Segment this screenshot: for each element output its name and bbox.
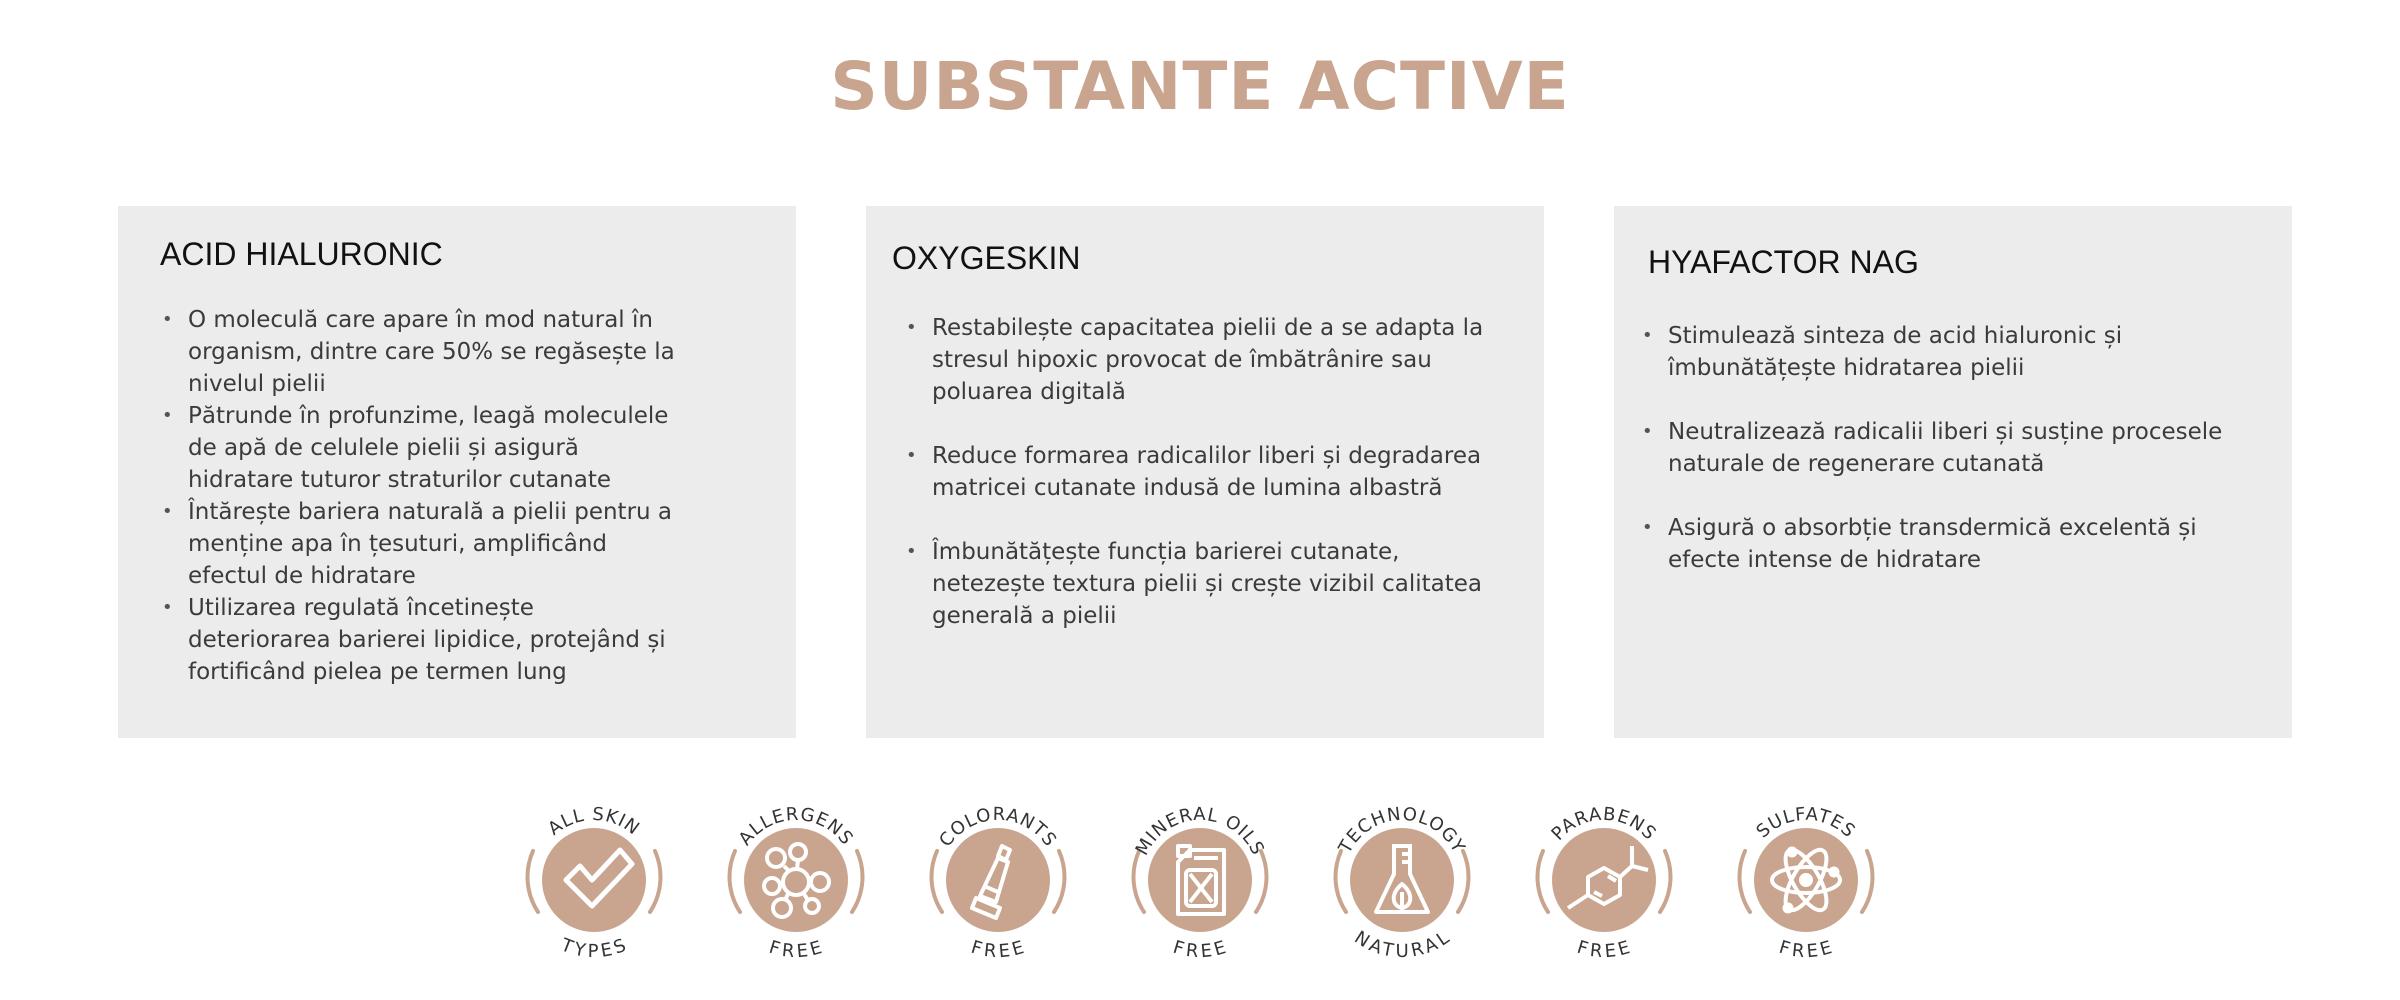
badge-top-label: MINERAL OILS [1131,803,1269,859]
badge-mineral-oils-free [1120,788,1280,958]
list-item: • Îmbunătățește funcția barierei cutanate, netezește textura pielii și crește vizibil calitatea generală a pielii [906,536,1486,632]
svg-text:FREE [1171,937,1230,958]
list-item: • Întărește bariera naturală a pielii pentru a menține apa în țesuturi, amplificând efectul de hidratare [162,496,682,592]
page-title: SUBSTANTE ACTIVE [830,48,1570,125]
badge-top-label: PARABENS [1547,803,1661,845]
list-item: • Restabilește capacitatea pielii de a se adapta la stresul hipoxic provocat de îmbătrânire sau poluarea digitală [906,312,1486,408]
card-acid-hialuronic [118,206,796,738]
badge-bottom-label: FREE [1776,936,1836,958]
card-title: OXYGESKIN [892,240,1081,276]
badge-parabens-free [1524,788,1684,958]
list-item: • Neutralizează radicalii liberi și susține procesele naturale de regenerare cutanată [1642,416,2242,480]
card-oxygeskin [866,206,1544,738]
list-item: • Reduce formarea radicalilor liberi și degradarea matricei cutanate indusă de lumina albastră [906,440,1486,504]
svg-text:TYPES [557,934,630,958]
badge-bottom-label: TYPES [558,934,630,958]
badge-top-label: SULFATES [1752,803,1860,843]
svg-text:FREE [767,937,826,958]
card-list [1642,320,2242,576]
list-item: • Pătrunde în profunzime, leagă moleculele de apă de celulele pielii și asigură hidratare tuturor straturilor cutanate [162,400,682,496]
svg-text:FREE [1575,937,1634,958]
svg-text:FREE [969,937,1028,958]
card-title: HYAFACTOR NAG [1648,244,1919,280]
badge-bottom-label: NATURAL [1350,926,1454,958]
badge-top-label: ALLERGENS [734,803,858,850]
badge-allergens-free [716,788,876,958]
card-list [906,312,1486,632]
svg-text:FREE [1777,937,1836,958]
card-list [162,304,682,688]
badge-technology-natural [1322,788,1482,958]
list-item: • Stimulează sinteza de acid hialuronic și îmbunătățește hidratarea pielii [1642,320,2242,384]
badge-bottom-label: FREE [766,936,826,958]
badge-bottom-label: FREE [1574,936,1634,958]
badge-sulfates-free [1726,788,1886,958]
badge-top-label: COLORANTS [935,803,1061,851]
badge-top-label: TECHNOLOGY [1334,803,1470,857]
badge-colorants-free [918,788,1078,958]
badge-bottom-label: FREE [968,936,1028,958]
list-item: • Asigură o absorbție transdermică excelentă și efecte intense de hidratare [1642,512,2242,576]
list-item: • Utilizarea regulată încetinește deteriorarea barierei lipidice, protejând și fortificând pielea pe termen lung [162,592,682,688]
list-item: • O moleculă care apare în mod natural în organism, dintre care 50% se regăsește la nivelul pielii [162,304,682,400]
badge-bottom-label: FREE [1170,936,1230,958]
card-title: ACID HIALURONIC [160,236,443,272]
card-hyafactor-nag [1614,206,2292,738]
badge-all-skin-types [514,788,674,958]
badge-top-label: ALL SKIN [544,803,644,840]
